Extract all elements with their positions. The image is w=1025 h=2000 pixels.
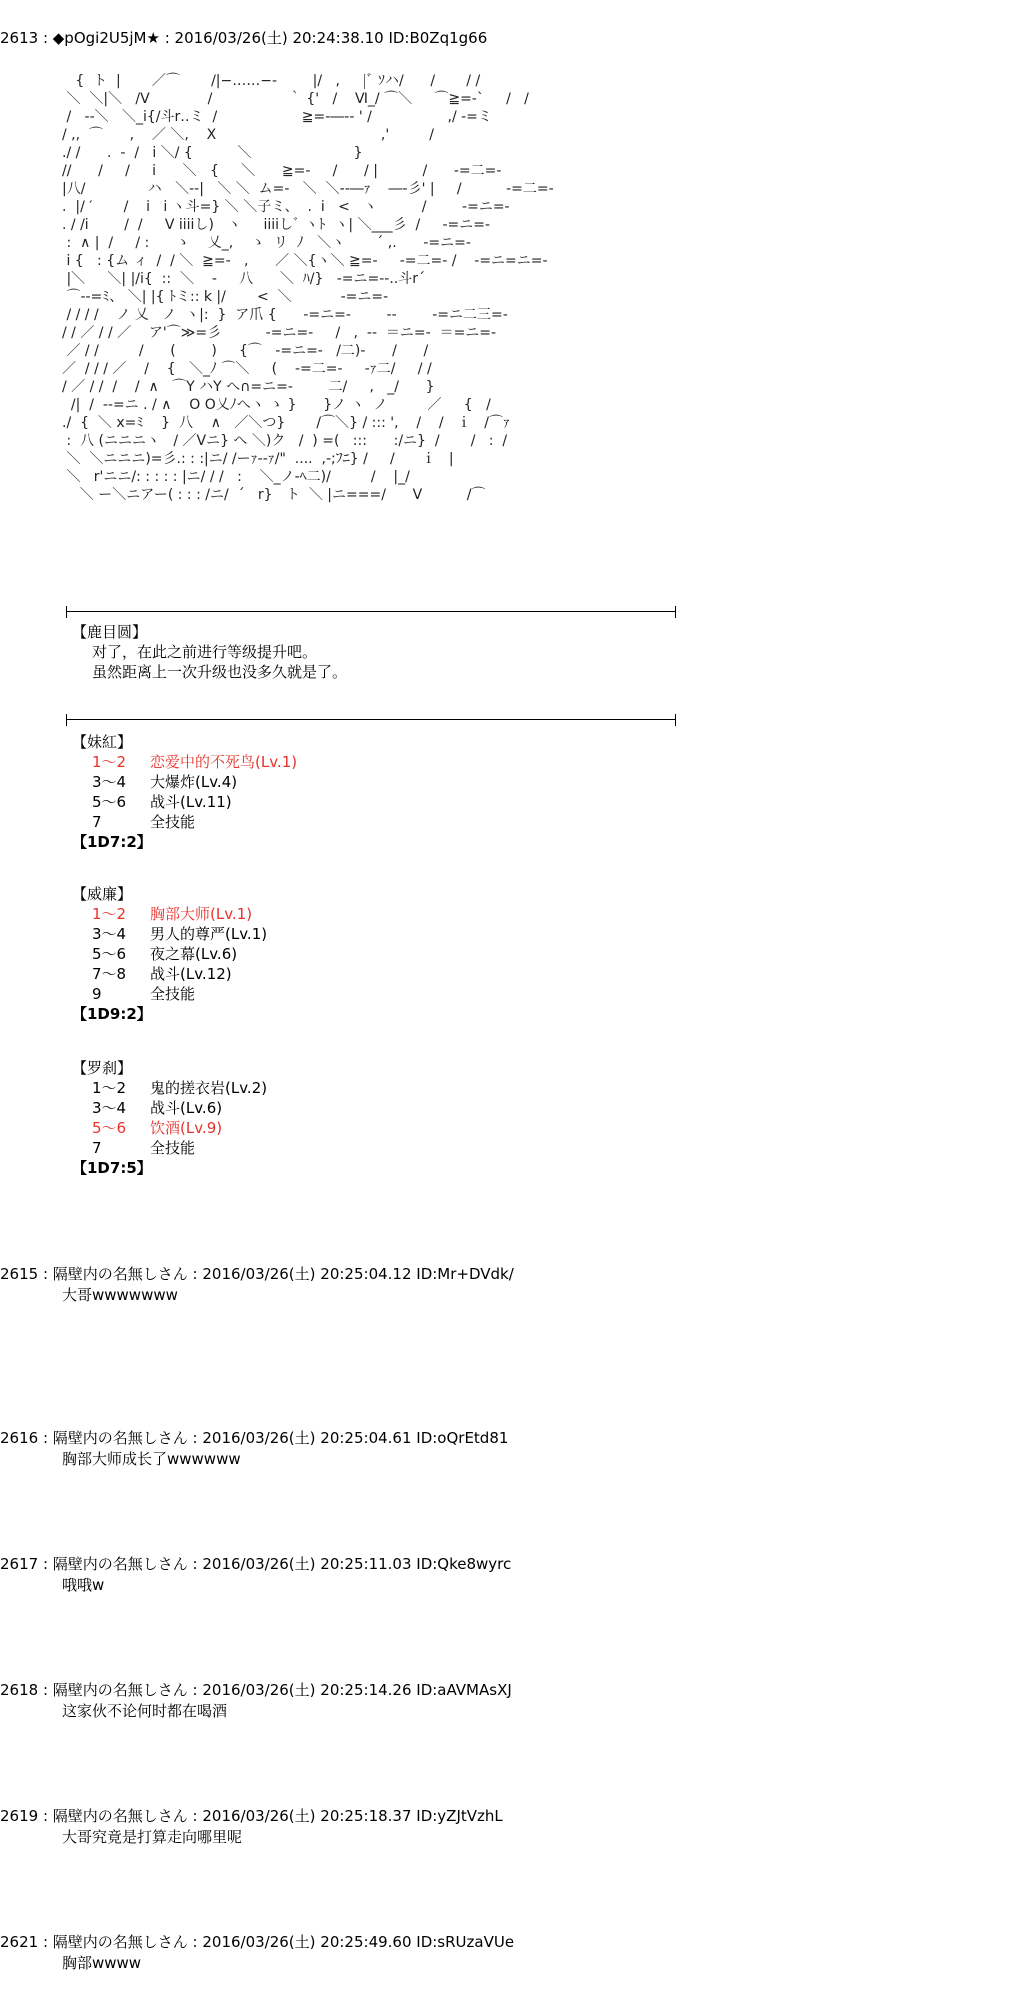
skill-row: 3～4 男人的尊严(Lv.1) <box>92 925 268 943</box>
dialogue-line: 虽然距离上一次升级也没多久就是了。 <box>92 663 348 681</box>
post-body-2617: 哦哦w <box>62 1576 105 1594</box>
skill-row: 5～6 战斗(Lv.11) <box>92 793 232 811</box>
post-header-2621: 2621 : 隔壁内の名無しさん : 2016/03/26(土) 20:25:49.60 ID:sRUzaVUe <box>0 1933 515 1951</box>
skill-row: 7 全技能 <box>92 1139 196 1157</box>
post-body-2618: 这家伙不论何时都在喝酒 <box>62 1702 228 1720</box>
post-header-2619: 2619 : 隔壁内の名無しさん : 2016/03/26(土) 20:25:18.37 ID:yZJtVzhL <box>0 1807 503 1825</box>
skill-group-mokou <box>72 732 297 852</box>
skill-row: 1～2 恋爱中的不死鸟(Lv.1) <box>92 753 298 771</box>
skill-row: 5～6 夜之幕(Lv.6) <box>92 945 238 963</box>
dice-roll: 【1D7:2】 <box>72 833 152 851</box>
skill-row: 9 全技能 <box>92 985 196 1003</box>
group-name: 【罗刹】 <box>72 1059 133 1077</box>
skill-row: 3～4 战斗(Lv.6) <box>92 1099 223 1117</box>
skill-row: 5～6 饮酒(Lv.9) <box>92 1119 223 1137</box>
post-body-2616: 胸部大师成长了wwwwww <box>62 1450 241 1468</box>
post-header-2617: 2617 : 隔壁内の名無しさん : 2016/03/26(土) 20:25:11.03 ID:Qke8wyrc <box>0 1555 512 1573</box>
post-body-2619: 大哥究竟是打算走向哪里呢 <box>62 1828 243 1846</box>
post-header-2615: 2615 : 隔壁内の名無しさん : 2016/03/26(土) 20:25:04.12 ID:Mr+DVdk/ <box>0 1265 514 1283</box>
ascii-art: { ト | ／⌒ /|−‥‥‥−- |/ , |ﾞ ｿハ/ / / / ＼ ＼|＼ /V / ｀ {' / Ⅵ_/ ⌒＼ ⌒≧=-` / / / --＼ ＼_i{/斗r‥ミ / ≧=-―‐‐ ' / ,/ -=ミ / ,, ⌒ , ／ ＼, X ,' / ./ / . - / i ＼/ { ＼ } // / / i ＼ { ＼ ≧=- / / | / -=二=- |八/ ハ ＼-‐| ＼ ＼ ム=- ＼ ＼--―ｧ ―-彡' | / -=二=- . |/ ′ / i i ヽ斗=} ＼ ＼子ミ、 . i < ヽ / -=ニ=- . / /i / / V iiiiし) ヽ iiiiしﾞ ヽﾄ ヽ| ＼___彡 / -=ニ=- : ∧ | / / : ゝ 乂_, ゝ リ ﾉ ＼ヽ ´ ,. -=ニ=- i { : {ム ィ / / ＼ ≧=- , ／ ＼{ヽ＼ ≧=- -=二=- / -=ニ=ニ=- |＼ ＼| |/i{ :: ＼ ‐ 八 ＼ ﾊ/} -=ニ=-‐..斗r´ ⌒--=ﾐ、 ＼| |{ ﾄミ:: k |/ < ＼ -=ニ=- / / / / ノ 乂 ノ ヽ|: } ア爪 { -=ニ=- -‐ -=ニ二三=- / / ／ / / ／ ア'⌒≫=彡 -=ニ=- / , -‐ ＝ニ=- ＝=ニ=- ／ / / / ( ) {⌒ -=ニ=- /二)- / / ／ / / / ／ / { ＼_ﾉ ⌒＼ ( -=二=- -ｧ二/ / / / ／ / / / / ∧ ⌒Y ハY へ∩=ニ=- 二/ , _/ } /| / --=ニ . / ∧ O O乂ﾉへヽ ゝ } }ノ ヽ ノ ／ { / ./ { ＼ x=ﾐ } 八 ∧ ／＼つ} /⌒＼} / ::: ', / / ｉ /⌒ｧ : 八 (ニニニヽ / ／Vニ} へ ＼)ク / ) =( ::: :/ニ} / / : / ＼ ＼ニニニ)=彡.: : :|ニ/ /ーｧ--ｧ/" .... ,-;ﾌﾆ} / / ｉ | ＼ r'ニニ/: : : : : |ニ/ / / : ＼_ノ-ﾍ二)/ / |_/ ＼ ー＼ニアー( : : : /ニ/ ´ r} ト ＼ |ニ===/ V /⌒ <box>62 73 554 503</box>
post-header-2616: 2616 : 隔壁内の名無しさん : 2016/03/26(土) 20:25:04.61 ID:oQrEtd81 <box>0 1429 509 1447</box>
post-header-2613: 2613 : ◆pOgi2U5jM★ : 2016/03/26(土) 20:24:38.10 ID:B0Zq1g66 <box>0 29 488 47</box>
skill-row: 7～8 战斗(Lv.12) <box>92 965 232 983</box>
divider <box>66 714 676 726</box>
skill-row: 1～2 鬼的搓衣岩(Lv.2) <box>92 1079 268 1097</box>
skill-group-william <box>72 884 267 1024</box>
group-name: 【妹紅】 <box>72 733 133 751</box>
divider <box>66 606 676 618</box>
post-body-2615: 大哥wwwwwww <box>62 1286 178 1304</box>
skill-row: 1～2 胸部大师(Lv.1) <box>92 905 253 923</box>
post-body-2621: 胸部wwww <box>62 1954 142 1972</box>
group-name: 【威廉】 <box>72 885 133 903</box>
skill-row: 7 全技能 <box>92 813 196 831</box>
post-header-2618: 2618 : 隔壁内の名無しさん : 2016/03/26(土) 20:25:14.26 ID:aAVMAsXJ <box>0 1681 512 1699</box>
dialogue-block <box>72 622 347 682</box>
skill-group-rasetsu <box>72 1058 267 1178</box>
dice-roll: 【1D7:5】 <box>72 1159 152 1177</box>
speaker-label: 【鹿目圆】 <box>72 623 148 641</box>
skill-row: 3～4 大爆炸(Lv.4) <box>92 773 238 791</box>
dialogue-line: 对了，在此之前进行等级提升吧。 <box>92 643 318 661</box>
dice-roll: 【1D9:2】 <box>72 1005 152 1023</box>
